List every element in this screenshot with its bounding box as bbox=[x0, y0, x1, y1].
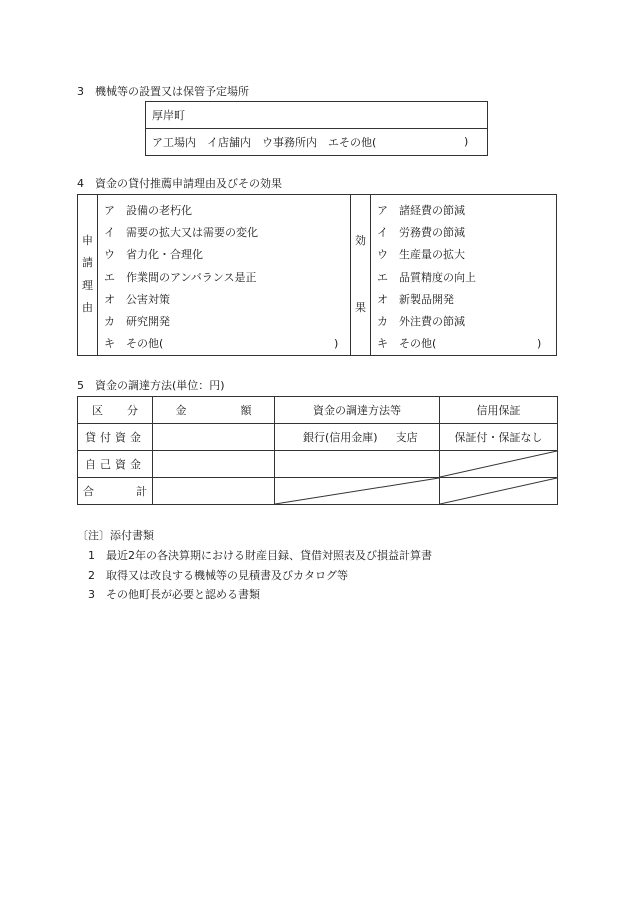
section3-number: 3 bbox=[77, 85, 84, 98]
own-label: 自己資金 bbox=[78, 451, 153, 478]
loan-guarantee-cell: 保証付・保証なし bbox=[440, 424, 558, 451]
section4-heading bbox=[77, 177, 282, 191]
reason-item: カ 研究開発 bbox=[104, 314, 170, 328]
note-item: 1 最近2年の各決算期における財産目録、貸借対照表及び損益計算書 bbox=[88, 549, 432, 562]
location-town-cell: 厚岸町 bbox=[146, 102, 488, 129]
effect-list bbox=[377, 200, 547, 355]
funding-total-row bbox=[78, 478, 558, 505]
effect-item: オ 新製品開発 bbox=[377, 292, 454, 306]
loan-amount-cell bbox=[153, 424, 275, 451]
header-guarantee: 信用保証 bbox=[440, 397, 558, 424]
notes-title: 〔注〕添付書類 bbox=[77, 529, 154, 542]
reason-item: オ 公害対策 bbox=[104, 292, 170, 306]
section5-heading bbox=[77, 379, 225, 393]
reason-item: イ 需要の拡大又は需要の変化 bbox=[104, 226, 258, 240]
section3-title: 機械等の設置又は保管予定場所 bbox=[95, 85, 249, 98]
effect-label-char: 効 bbox=[355, 234, 366, 247]
reason-label-char: 請 bbox=[82, 256, 93, 269]
location-options-cell bbox=[146, 129, 488, 156]
funding-table bbox=[77, 396, 558, 505]
reason-label-char: 由 bbox=[82, 301, 93, 314]
section4-number: 4 bbox=[77, 177, 84, 190]
total-method-cell bbox=[275, 478, 440, 505]
section5-number: 5 bbox=[77, 379, 84, 392]
note-item: 3 その他町長が必要と認める書類 bbox=[88, 588, 260, 601]
own-guarantee-cell bbox=[440, 451, 558, 478]
reason-item: ウ 省力化・合理化 bbox=[104, 248, 203, 262]
funding-header-row bbox=[78, 397, 558, 424]
header-amount: 金 額 bbox=[153, 397, 275, 424]
reason-item: ア 設備の老朽化 bbox=[104, 204, 192, 217]
section4-title: 資金の貸付推薦申請理由及びその効果 bbox=[95, 177, 282, 190]
reason-label-column bbox=[78, 195, 98, 355]
section5-title: 資金の調達方法(単位：円) bbox=[95, 379, 225, 392]
effect-item: エ 品質精度の向上 bbox=[377, 270, 476, 284]
header-category: 区 分 bbox=[78, 397, 153, 424]
location-table bbox=[145, 101, 488, 156]
effect-item: ア 諸経費の節減 bbox=[377, 204, 465, 217]
funding-loan-row bbox=[78, 424, 558, 451]
diagonal-strike bbox=[440, 478, 557, 504]
reasons-effects-table bbox=[77, 194, 557, 356]
location-options-paren-close: ) bbox=[464, 135, 469, 148]
reason-item: エ 作業間のアンバランス是正 bbox=[104, 270, 257, 284]
loan-label: 貸付資金 bbox=[78, 424, 153, 451]
effect-item: カ 外注費の節減 bbox=[377, 314, 465, 328]
diagonal-strike bbox=[440, 451, 557, 477]
own-amount-cell bbox=[153, 451, 275, 478]
effect-item: イ 労務費の節減 bbox=[377, 226, 465, 240]
effect-label-char: 果 bbox=[355, 301, 366, 314]
own-method-cell bbox=[275, 451, 440, 478]
reason-list bbox=[104, 200, 344, 355]
total-amount-cell bbox=[153, 478, 275, 505]
funding-own-row bbox=[78, 451, 558, 478]
note-item: 2 取得又は改良する機械等の見積書及びカタログ等 bbox=[88, 569, 348, 582]
location-options-text: ア工場内 イ店舗内 ウ事務所内 エその他( bbox=[152, 136, 377, 149]
section3-heading bbox=[77, 85, 249, 99]
reason-item: キ その他( ) bbox=[104, 337, 339, 351]
effect-item: キ その他( ) bbox=[377, 337, 542, 351]
total-guarantee-cell bbox=[440, 478, 558, 505]
reason-label-char: 申 bbox=[82, 234, 93, 247]
reason-label-char: 理 bbox=[82, 279, 93, 292]
header-method: 資金の調達方法等 bbox=[275, 397, 440, 424]
loan-method-cell: 銀行(信用金庫) 支店 bbox=[275, 424, 440, 451]
effect-label-column bbox=[350, 195, 371, 355]
effect-item: ウ 生産量の拡大 bbox=[377, 248, 465, 262]
diagonal-strike bbox=[275, 478, 439, 504]
total-label: 合 計 bbox=[78, 478, 153, 505]
